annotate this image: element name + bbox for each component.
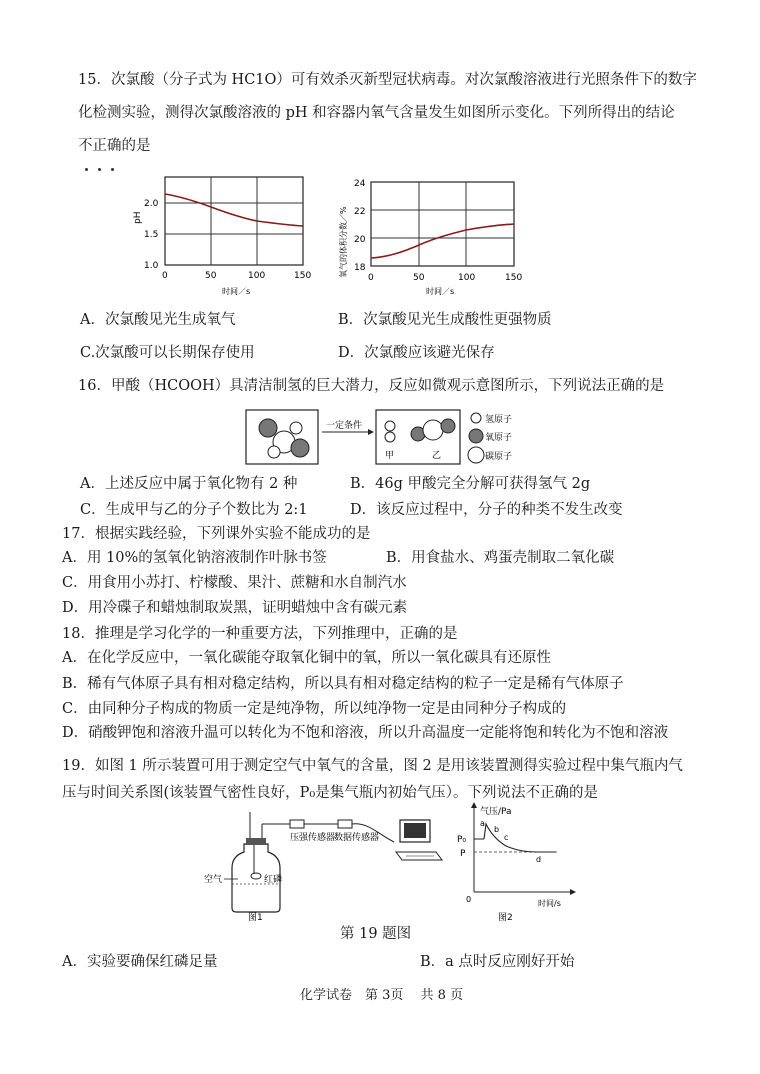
oxygen-y-label: 氧气的体积分数／% xyxy=(339,206,348,278)
p0-label: P₀ xyxy=(457,835,467,845)
q16-option-a: A．上述反应中属于氧化物有 2 种 xyxy=(80,476,298,492)
ph-y-label: pH xyxy=(133,211,143,224)
q15-option-a: A．次氯酸见光生成氧气 xyxy=(80,312,236,328)
q16-stem: 16．甲酸（HCOOH）具清洁制氢的巨大潜力，反应如微观示意图所示，下列说法正确的是 xyxy=(78,378,665,394)
data-sensor-label: 数据传感器 xyxy=(334,833,380,843)
p-label: P xyxy=(460,849,466,859)
q18-option-b: B．稀有气体原子具有相对稳定结构，所以具有相对稳定结构的粒子一定是稀有气体原子 xyxy=(62,676,624,692)
q19-option-a: A．实验要确保红磷足量 xyxy=(62,954,218,970)
point-b-label: b xyxy=(494,825,500,834)
q17-option-c: C．用食用小苏打、柠檬酸、果汁、蔗糖和水自制汽水 xyxy=(62,575,407,591)
q18-stem: 18．推理是学习化学的一种重要方法，下列推理中，正确的是 xyxy=(62,626,458,642)
oxygen-xtick-3: 150 xyxy=(505,273,523,283)
q18-option-a: A．在化学反应中，一氧化碳能夺取氧化铜中的氧，所以一氧化碳具有还原性 xyxy=(62,650,551,666)
legend-carbon: 碳原子 xyxy=(485,452,513,462)
ph-xtick-2: 100 xyxy=(248,271,266,281)
point-d-label: d xyxy=(536,855,542,864)
legend-oxygen: 氧原子 xyxy=(485,433,513,443)
figure-2-caption: 图2 xyxy=(498,913,513,923)
pressure-sensor-label: 压强传感器 xyxy=(290,833,336,843)
q16-option-c: C．生成甲与乙的分子个数比为 2:1 xyxy=(80,502,308,518)
figure-1-apparatus xyxy=(198,812,460,922)
ph-x-label: 时间／s xyxy=(222,287,251,296)
product-yi-label: 乙 xyxy=(432,451,442,461)
q16-option-b: B．46g 甲酸完全分解可获得氢气 2g xyxy=(350,476,591,492)
ph-xtick-1: 50 xyxy=(205,271,217,281)
air-label: 空气 xyxy=(204,875,223,885)
origin-label: 0 xyxy=(466,895,472,904)
oxygen-ytick-3: 18 xyxy=(354,263,366,273)
oxygen-ytick-1: 22 xyxy=(354,207,366,217)
point-c-label: c xyxy=(504,833,509,842)
figure-1-caption: 图1 xyxy=(248,913,263,923)
q18-option-d: D．硝酸钾饱和溶液升温可以转化为不饱和溶液，所以升高温度一定能将饱和转化为不饱和溶液 xyxy=(62,725,669,741)
legend-hydrogen: 氢原子 xyxy=(485,415,513,425)
q18-option-c: C．由同种分子构成的物质一定是纯净物，所以纯净物一定是由同种分子构成的 xyxy=(62,701,567,717)
q15-line3: 不正确的是 xyxy=(78,138,151,154)
q15-option-d: D．次氯酸应该避光保存 xyxy=(338,345,495,361)
q15-option-c: C.次氯酸可以长期保存使用 xyxy=(80,345,255,361)
ph-xtick-0: 0 xyxy=(162,271,168,281)
q17-stem: 17．根据实践经验，下列课外实验不能成功的是 xyxy=(62,526,371,542)
q17-option-b: B．用食盐水、鸡蛋壳制取二氧化碳 xyxy=(386,550,615,566)
q19-figure-title: 第 19 题图 xyxy=(340,926,412,942)
reaction-diagram xyxy=(240,404,530,468)
figure-2-pressure-chart xyxy=(458,802,578,922)
oxygen-ytick-0: 24 xyxy=(354,179,366,189)
time-x-label: 时间/s xyxy=(538,899,561,908)
point-a-label: a xyxy=(480,819,485,828)
oxygen-x-label: 时间／s xyxy=(426,287,455,296)
q15-line2: 化检测实验，测得次氯酸溶液的 pH 和容器内氧气含量发生如图所示变化。下列所得出的结论 xyxy=(78,105,675,121)
oxygen-xtick-2: 100 xyxy=(458,273,476,283)
q19-line2: 压与时间关系图(该装置气密性良好，P₀是集气瓶内初始气压）。下列说法不正确的是 xyxy=(62,785,598,801)
ph-chart xyxy=(132,172,317,302)
q17-option-d: D．用冷碟子和蜡烛制取炭黑，证明蜡烛中含有碳元素 xyxy=(62,600,408,616)
oxygen-xtick-0: 0 xyxy=(368,273,374,283)
ph-ytick-1: 1.5 xyxy=(144,230,159,240)
product-jia-label: 甲 xyxy=(385,451,395,461)
q15-option-b: B．次氯酸见光生成酸性更强物质 xyxy=(338,312,552,328)
oxygen-chart xyxy=(338,172,528,302)
ph-ytick-2: 1.0 xyxy=(144,261,159,271)
pressure-y-label: 气压/Pa xyxy=(480,807,512,817)
q15-line1: 15．次氯酸（分子式为 HC1O）可有效杀灭新型冠状病毒。对次氯酸溶液进行光照条件下的数字 xyxy=(78,72,697,88)
arrow-condition-label: 一定条件 xyxy=(326,421,363,431)
q19-option-b: B．a 点时反应刚好开始 xyxy=(420,954,575,970)
emphasis-dots xyxy=(80,156,119,175)
q17-option-a: A．用 10%的氢氧化钠溶液制作叶脉书签 xyxy=(62,550,327,566)
q19-line1: 19．如图 1 所示装置可用于测定空气中氧气的含量，图 2 是用该装置测得实验过程中集气瓶内气 xyxy=(62,758,683,774)
page-footer: 化学试卷 第 3页 共 8 页 xyxy=(300,988,464,1003)
oxygen-xtick-1: 50 xyxy=(413,273,425,283)
q16-option-d: D．该反应过程中，分子的种类不发生改变 xyxy=(350,502,623,518)
oxygen-ytick-2: 20 xyxy=(354,235,366,245)
red-phosphorus-label: 红磷 xyxy=(264,875,283,885)
ph-xtick-3: 150 xyxy=(294,271,312,281)
ph-ytick-0: 2.0 xyxy=(144,199,159,209)
